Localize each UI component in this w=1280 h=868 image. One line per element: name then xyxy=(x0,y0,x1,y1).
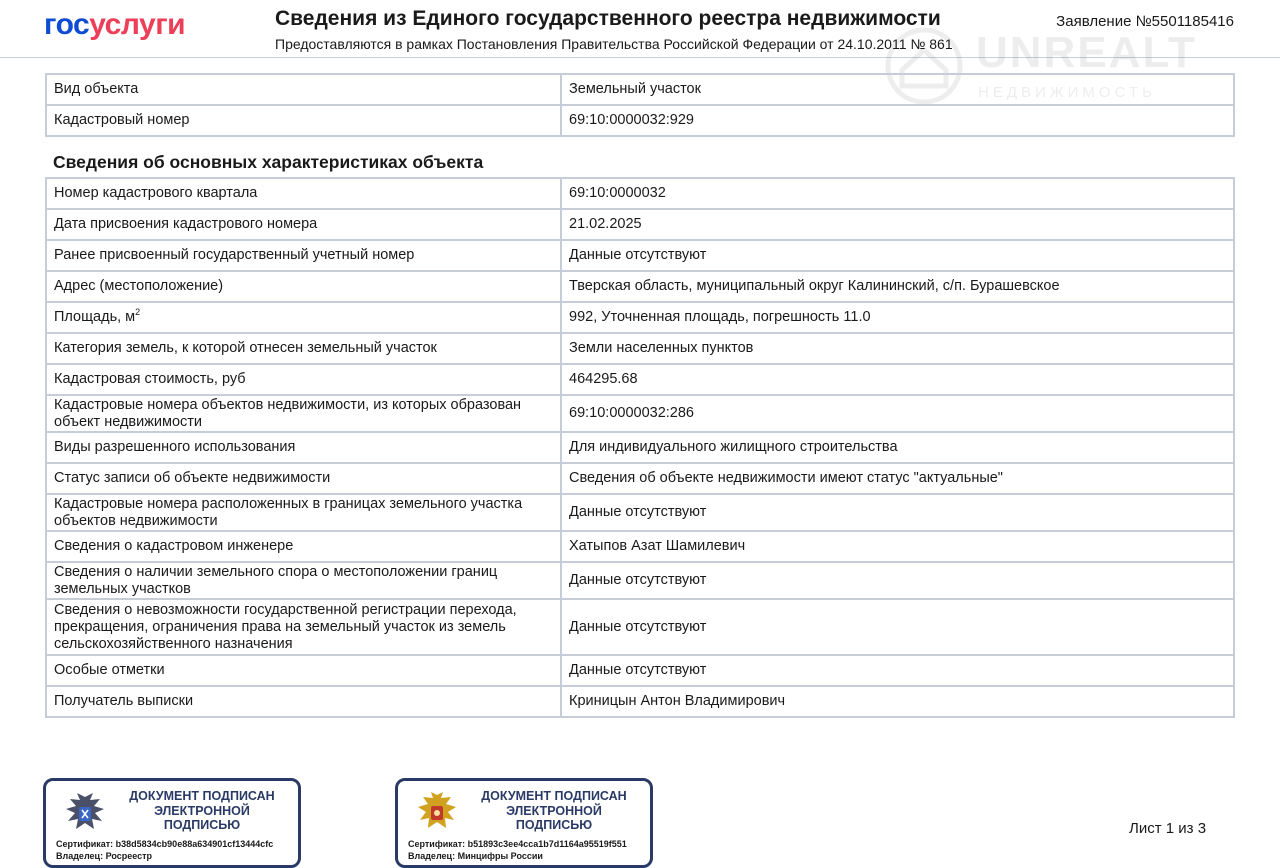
row-label: Виды разрешенного использования xyxy=(46,432,561,463)
row-value: 992, Уточненная площадь, погрешность 11.0 xyxy=(561,302,1234,333)
table-row xyxy=(46,271,1234,302)
request-number: Заявление №5501185416 xyxy=(1056,13,1234,30)
row-value: Данные отсутствуют xyxy=(561,655,1234,686)
cadastral-number-label: Кадастровый номер xyxy=(46,105,561,136)
row-value: 69:10:0000032 xyxy=(561,178,1234,209)
table-row xyxy=(46,240,1234,271)
stamp-title: ДОКУМЕНТ ПОДПИСАН ЭЛЕКТРОННОЙ ПОДПИСЬЮ xyxy=(129,789,275,832)
row-label: Особые отметки xyxy=(46,655,561,686)
coat-of-arms-icon xyxy=(414,791,460,837)
stamp-owner: Владелец: Минцифры России xyxy=(408,851,543,861)
row-label: Категория земель, к которой отнесен земельный участок xyxy=(46,333,561,364)
table-row xyxy=(46,655,1234,686)
table-row xyxy=(46,74,1234,105)
row-value: Сведения об объекте недвижимости имеют статус "актуальные" xyxy=(561,463,1234,494)
table-row xyxy=(46,395,1234,432)
row-value: Для индивидуального жилищного строительства xyxy=(561,432,1234,463)
table-row xyxy=(46,209,1234,240)
table-row xyxy=(46,105,1234,136)
table-row xyxy=(46,494,1234,531)
row-value: 69:10:0000032:286 xyxy=(561,395,1234,432)
table-row xyxy=(46,178,1234,209)
row-value: Хатыпов Азат Шамилевич xyxy=(561,531,1234,562)
characteristics-table xyxy=(45,177,1235,718)
object-type-label: Вид объекта xyxy=(46,74,561,105)
table-row xyxy=(46,302,1234,333)
page-number: Лист 1 из 3 xyxy=(1129,820,1207,837)
signature-stamp-rosreestr xyxy=(43,778,301,868)
row-value: Тверская область, муниципальный округ Калининский, с/п. Бурашевское xyxy=(561,271,1234,302)
row-value: Данные отсутствуют xyxy=(561,562,1234,599)
row-label: Сведения о наличии земельного спора о местоположении границ земельных участков xyxy=(46,562,561,599)
area-label-text: Площадь, м xyxy=(54,309,136,325)
watermark-subtext: НЕДВИЖИМОСТЬ xyxy=(978,84,1156,101)
rosreestr-emblem-icon xyxy=(62,791,108,837)
row-value: Данные отсутствуют xyxy=(561,494,1234,531)
section-title: Сведения об основных характеристиках объекта xyxy=(53,152,484,172)
row-value: Земли населенных пунктов xyxy=(561,333,1234,364)
row-label: Номер кадастрового квартала xyxy=(46,178,561,209)
row-label: Получатель выписки xyxy=(46,686,561,717)
table-row xyxy=(46,562,1234,599)
row-label: Сведения о невозможности государственной регистрации перехода, прекращения, ограничения права на земельный участок из земель сельскохозяйственного назначения xyxy=(46,599,561,655)
row-label: Кадастровая стоимость, руб xyxy=(46,364,561,395)
cadastral-number-value: 69:10:0000032:929 xyxy=(561,105,1234,136)
stamp-title: ДОКУМЕНТ ПОДПИСАН ЭЛЕКТРОННОЙ ПОДПИСЬЮ xyxy=(481,789,627,832)
document-title: Сведения из Единого государственного реестра недвижимости xyxy=(275,7,941,30)
stamp-certificate: Сертификат: b51893c3ee4cca1b7d1164a95519f551 xyxy=(408,839,627,849)
object-table xyxy=(45,73,1235,137)
table-row xyxy=(46,531,1234,562)
row-value: Данные отсутствуют xyxy=(561,240,1234,271)
stamp-owner: Владелец: Росреестр xyxy=(56,851,153,861)
table-row xyxy=(46,599,1234,655)
row-value: Данные отсутствуют xyxy=(561,599,1234,655)
row-value: Криницын Антон Владимирович xyxy=(561,686,1234,717)
row-value: 464295.68 xyxy=(561,364,1234,395)
row-label: Ранее присвоенный государственный учетный номер xyxy=(46,240,561,271)
row-label xyxy=(46,302,561,333)
table-row xyxy=(46,364,1234,395)
document-subtitle: Предоставляются в рамках Постановления Правительства Российской Федерации от 24.10.2011 № 861 xyxy=(275,36,953,52)
row-label: Кадастровые номера объектов недвижимости, из которых образован объект недвижимости xyxy=(46,395,561,432)
row-label: Статус записи об объекте недвижимости xyxy=(46,463,561,494)
row-label: Дата присвоения кадастрового номера xyxy=(46,209,561,240)
gosuslugi-logo: госуслуги xyxy=(44,8,186,41)
signature-stamp-mintsifry xyxy=(395,778,653,868)
table-row xyxy=(46,463,1234,494)
table-row xyxy=(46,432,1234,463)
area-unit-superscript: 2 xyxy=(135,307,141,318)
table-row xyxy=(46,686,1234,717)
stamp-certificate: Сертификат: b38d5834cb90e88a634901cf13444cfc xyxy=(56,839,274,849)
row-label: Адрес (местоположение) xyxy=(46,271,561,302)
row-label: Сведения о кадастровом инженере xyxy=(46,531,561,562)
object-type-value: Земельный участок xyxy=(561,74,1234,105)
watermark-text: UNREALT xyxy=(976,28,1197,77)
table-row xyxy=(46,333,1234,364)
row-label: Кадастровые номера расположенных в границах земельного участка объектов недвижимости xyxy=(46,494,561,531)
row-value: 21.02.2025 xyxy=(561,209,1234,240)
page-header xyxy=(0,0,1280,58)
